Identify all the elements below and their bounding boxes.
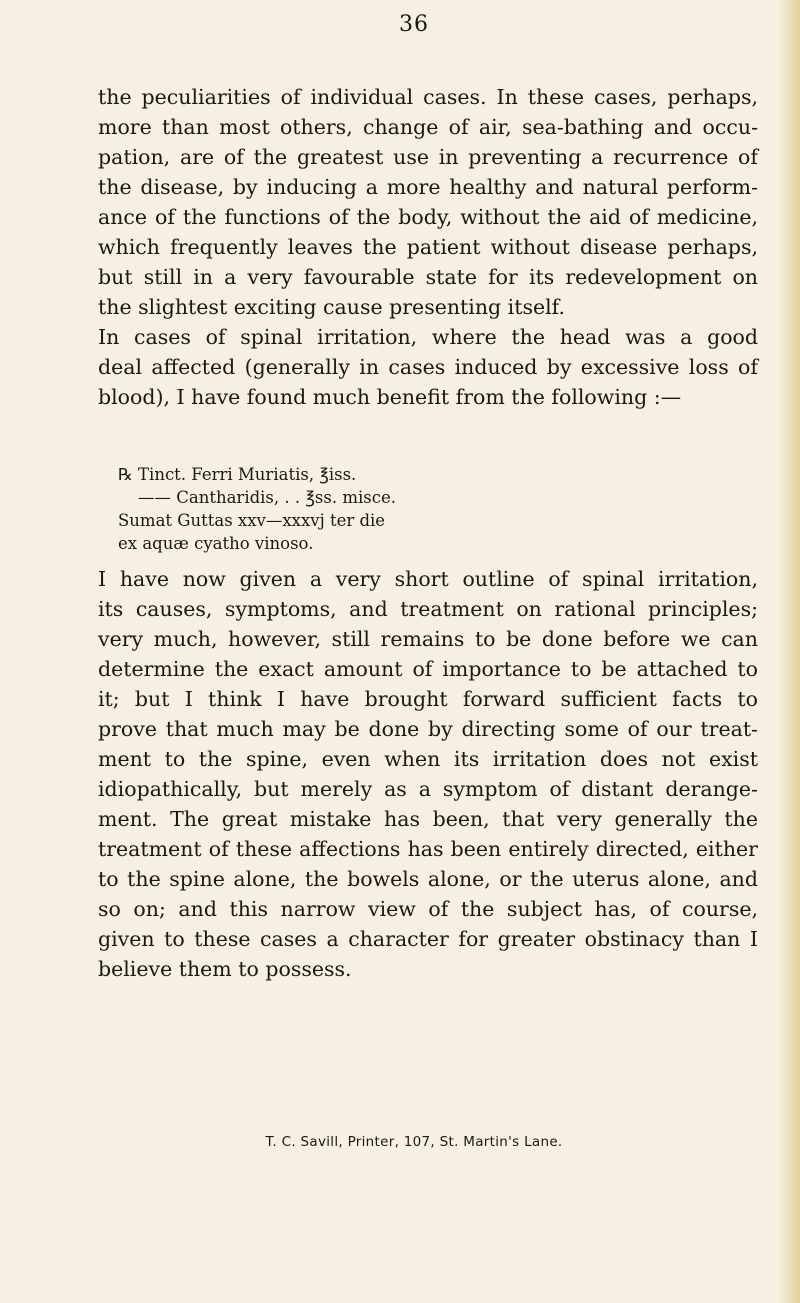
text-line: deal affected (generally in cases induced by excessive loss of [98, 355, 758, 379]
text-line: but still in a very favourable state for its redevelopment on [98, 265, 758, 289]
text-line: ance of the functions of the body, without the aid of medicine, [98, 205, 758, 229]
text-line: blood), I have found much benefit from the following :— [98, 385, 682, 409]
paragraph-conclusion [98, 564, 758, 984]
text-line: determine the exact amount of importance to be attached to [98, 657, 758, 681]
text-line: more than most others, change of air, sea-bathing and occu- [98, 115, 758, 139]
printer-imprint: T. C. Savill, Printer, 107, St. Martin's Lane. [265, 1134, 563, 1150]
text-line: the slightest exciting cause presenting itself. [98, 295, 566, 319]
text-line: treatment of these affections has been entirely directed, either [98, 837, 758, 861]
text-line: pation, are of the greatest use in preventing a recurrence of [98, 145, 758, 169]
text-line: idiopathically, but merely as a symptom of distant derange- [98, 777, 758, 801]
text-line: given to these cases a character for greater obstinacy than I [98, 927, 758, 951]
text-line: In cases of spinal irritation, where the head was a good [98, 325, 758, 349]
page-edge-shading [778, 0, 800, 1303]
text-line: I have now given a very short outline of spinal irritation, [98, 567, 758, 591]
paragraph-closing-remarks [98, 82, 758, 412]
text-line: prove that much may be done by directing some of our treat- [98, 717, 758, 741]
text-line: ment. The great mistake has been, that very generally the [98, 807, 758, 831]
prescription-line: Sumat Guttas xxv—xxxvj ter die [118, 511, 386, 530]
text-line: the peculiarities of individual cases. In these cases, perhaps, [98, 85, 758, 109]
text-line: ment to the spine, even when its irritation does not exist [98, 747, 758, 771]
text-line: it; but I think I have brought forward sufficient facts to [98, 687, 758, 711]
text-line: the disease, by inducing a more healthy and natural perform- [98, 175, 758, 199]
text-line: which frequently leaves the patient without disease perhaps, [98, 235, 758, 259]
text-line: so on; and this narrow view of the subject has, of course, [98, 897, 758, 921]
page-number: 36 [399, 12, 429, 37]
text-line: its causes, symptoms, and treatment on rational principles; [98, 597, 758, 621]
prescription-line: ℞ Tinct. Ferri Muriatis, ℥iss. [118, 465, 357, 484]
text-line: very much, however, still remains to be done before we can [98, 627, 758, 651]
prescription-block [118, 463, 678, 555]
text-line: believe them to possess. [98, 957, 352, 981]
text-line: to the spine alone, the bowels alone, or the uterus alone, and [98, 867, 758, 891]
prescription-line: —— Cantharidis, . . ℥ss. misce. [138, 488, 396, 507]
prescription-line: ex aquæ cyatho vinoso. [118, 534, 314, 553]
